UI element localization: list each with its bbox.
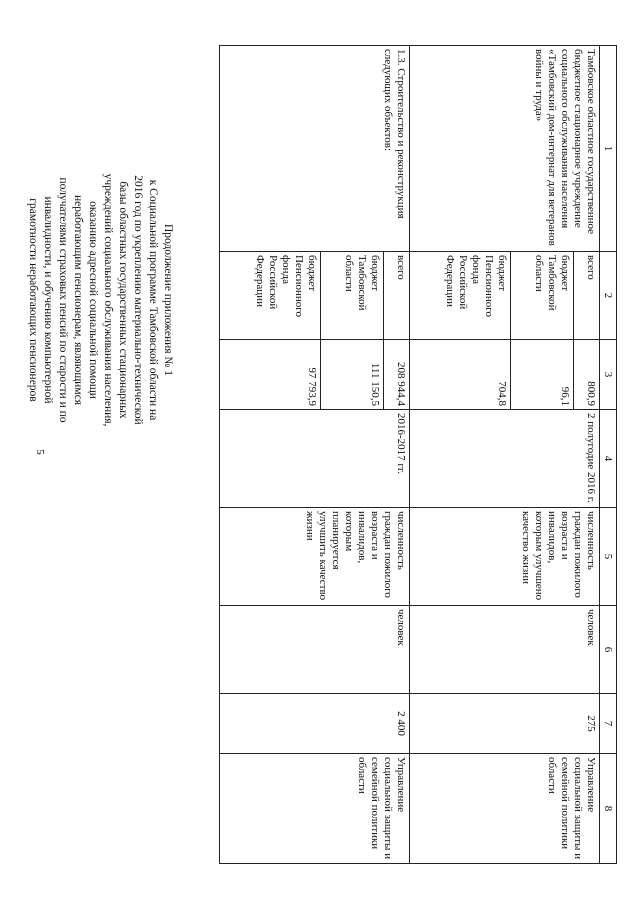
column-number: 4 [600,410,617,508]
funding-amount: 111 150,5 [320,340,383,410]
header-line: неработающим пенсионерам, являющимся [72,194,84,405]
funding-source: бюджет Пенсионного фонда Российской Федерации [220,252,321,340]
column-number: 6 [600,606,617,694]
column-number: 7 [600,694,617,754]
header-line: к Социальной программе Тамбовской области на [147,179,159,421]
indicator-value: 275 [410,694,600,754]
column-number: 1 [600,46,617,252]
funding-source: всего [574,252,600,340]
table-row [574,46,600,864]
appendix-header [25,20,175,580]
indicator: численность граждан пожилого возраста и инвалидов, которым планируется улучшить качество жизни [220,508,410,606]
funding-source: бюджет Пенсионного фонда Российской Федерации [410,252,511,340]
column-number: 8 [600,754,617,864]
program-table [219,45,617,864]
funding-amount: 208 944,4 [384,340,410,410]
period: 2016-2017 гг. [220,410,410,508]
header-line: получателями страховых пенсий по старости и по [57,177,69,423]
header-line: 2016 год по укреплению материально-технической [132,175,144,425]
funding-source: всего [384,252,410,340]
indicator-value: 2 400 [220,694,410,754]
header-line: учреждений социального обслуживания населения, [102,173,114,427]
executor: Управление социальной защиты и семейной политики области [220,754,410,864]
funding-source: бюджет Тамбовской области [320,252,383,340]
header-line: грамотности неработающих пенсионеров [27,198,39,402]
column-number: 5 [600,508,617,606]
measure-name: 1.3. Строительство и реконструкция следующих объектов: [220,46,410,252]
funding-amount: 704,8 [410,340,511,410]
funding-source: бюджет Тамбовской области [510,252,573,340]
table-row [384,46,410,864]
header-line: Продолжение приложения № 1 [162,223,174,377]
funding-amount: 97 793,9 [220,340,321,410]
header-line: инвалидности, и обучению компьютерной [42,196,54,404]
page-number: 5 [34,449,46,455]
unit: человек [410,606,600,694]
unit: человек [220,606,410,694]
executor: Управление социальной защиты и семейной политики области [410,754,600,864]
funding-amount: 800,9 [574,340,600,410]
column-number: 3 [600,340,617,410]
column-number: 2 [600,252,617,340]
measure-name: Тамбовское областное государственное бюджетное стационарное учреждение социального обслуживания населения «Тамбовский дом-интернат для ветеранов войны и труда» [410,46,600,252]
funding-amount: 96,1 [510,340,573,410]
indicator: численность граждан пожилого возраста и инвалидов, которым улучшено качество жизни [410,508,600,606]
header-line: оказанию адресной социальной помощи [87,201,99,399]
program-table-wrapper [219,45,617,863]
column-number-row [600,46,617,864]
period: 2 полугодие 2016 г. [410,410,600,508]
header-line: базы областных государственных стационарных [117,181,129,419]
